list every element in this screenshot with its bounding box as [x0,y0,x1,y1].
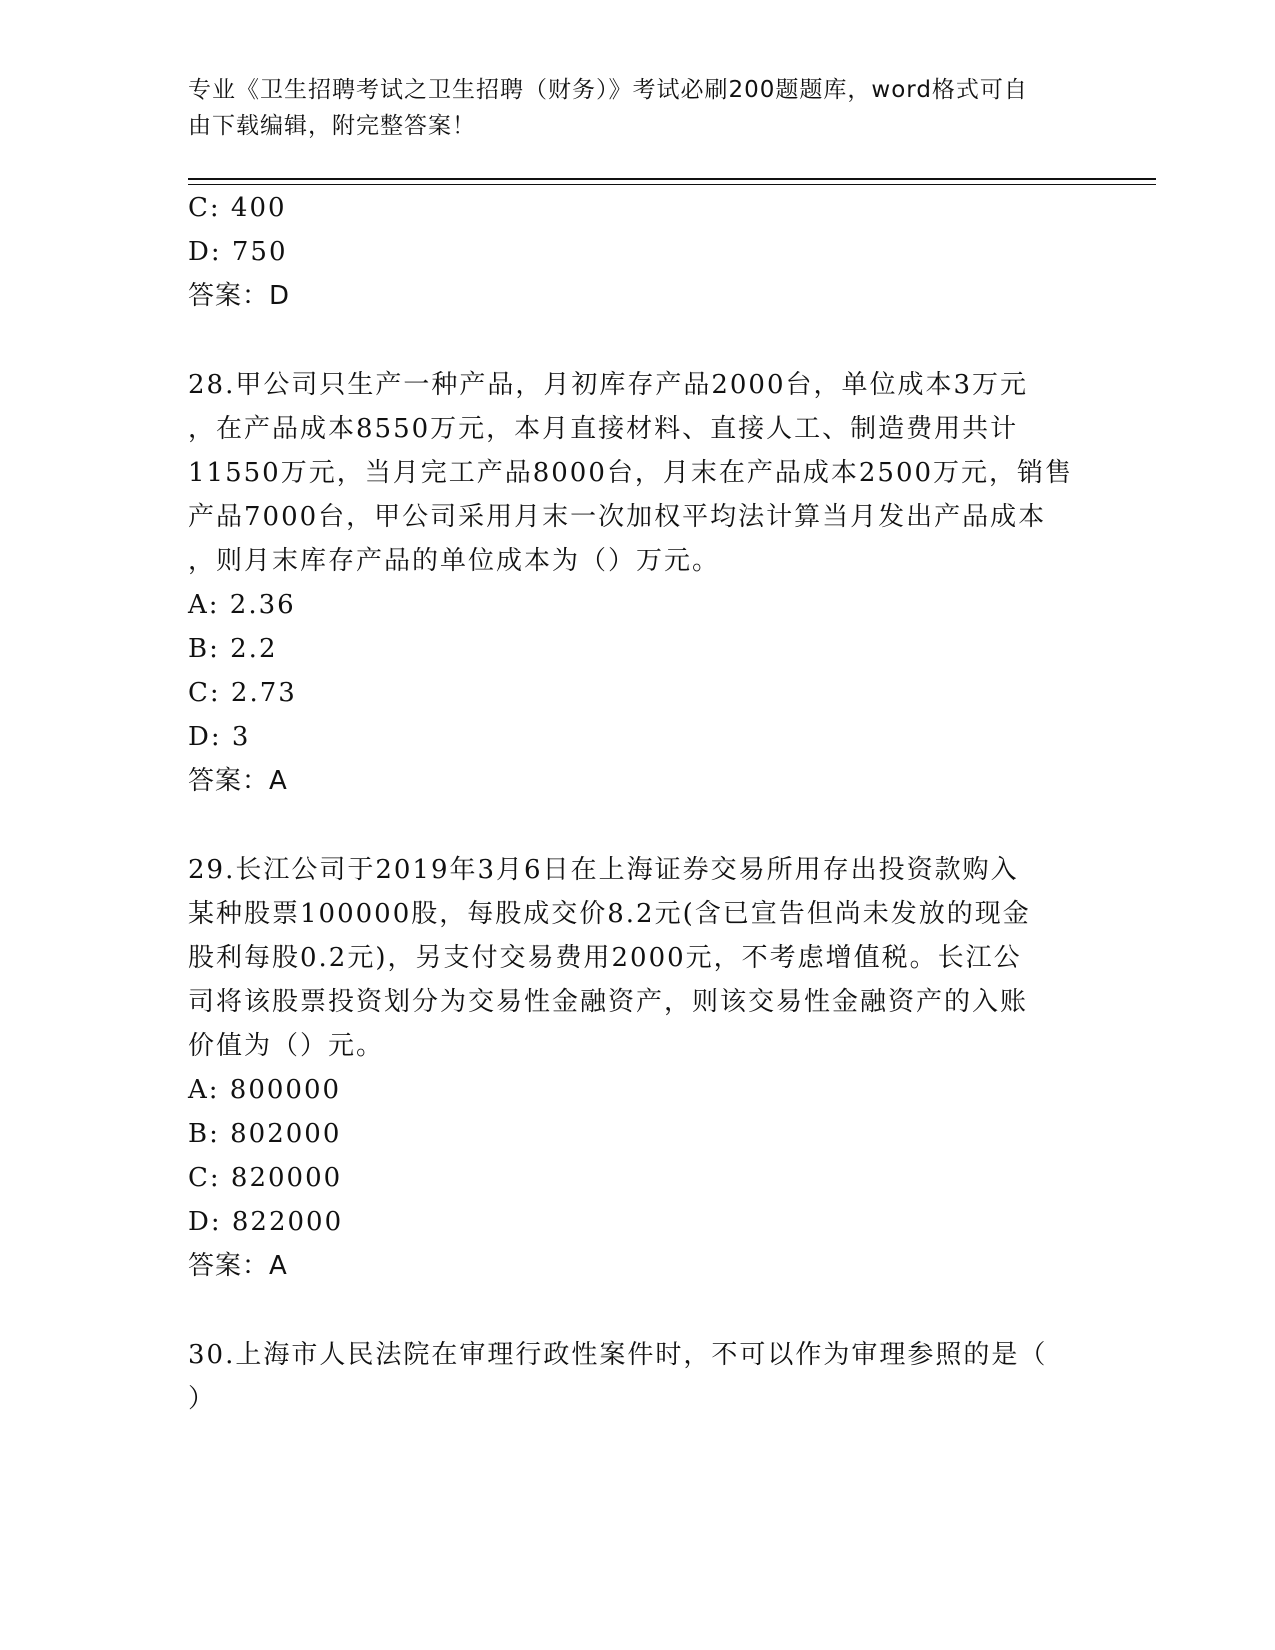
q28-stem-line-3: 11550万元，当月完工产品8000台，月末在产品成本2500万元，销售 [188,458,1074,488]
header-title-line-2: 由下载编辑，附完整答案！ [188,113,476,139]
q28-stem-line-4: 产品7000台，甲公司采用月末一次加权平均法计算当月发出产品成本 [188,502,1047,532]
q30-stem-line-2: ） [188,1384,217,1414]
header-title-line-1: 专业《卫生招聘考试之卫生招聘（财务）》考试必刷200题题库，word格式可自 [188,77,1028,103]
q27-option-d: D: 750 [188,237,288,267]
q28-option-d: D: 3 [188,722,251,752]
q29-stem-line-4: 司将该股票投资划分为交易性金融资产，则该交易性金融资产的入账 [188,987,1029,1017]
q27-option-c: C: 400 [188,193,287,223]
q29-answer: 答案：A [188,1251,288,1281]
q27-answer: 答案：D [188,281,291,311]
q29-stem-line-3: 股利每股0.2元)，另支付交易费用2000元，不考虑增值税。长江公 [188,943,1022,973]
header-divider-thin [188,184,1156,185]
q29-stem-line-5: 价值为（）元。 [188,1031,385,1061]
q28-stem-line-2: ，在产品成本8550万元，本月直接材料、直接人工、制造费用共计 [188,414,1019,444]
q29-option-c: C: 820000 [188,1163,343,1193]
document-header [188,72,1068,144]
header-divider-thick [188,178,1156,180]
q28-answer: 答案：A [188,766,288,796]
q28-stem-line-5: ，则月末库存产品的单位成本为（）万元。 [188,546,721,576]
q28-option-a: A: 2.36 [188,590,296,620]
q29-option-b: B: 802000 [188,1119,342,1149]
q29-option-a: A: 800000 [188,1075,342,1105]
q30-stem-line-1: 30.上海市人民法院在审理行政性案件时，不可以作为审理参照的是（ [188,1340,1048,1370]
q28-stem-line-1: 28.甲公司只生产一种产品，月初库存产品2000台，单位成本3万元 [188,370,1029,400]
q29-option-d: D: 822000 [188,1207,344,1237]
q28-option-c: C: 2.73 [188,678,297,708]
q29-stem-line-1: 29.长江公司于2019年3月6日在上海证券交易所用存出投资款购入 [188,855,1019,885]
q28-option-b: B: 2.2 [188,634,278,664]
q29-stem-line-2: 某种股票100000股，每股成交价8.2元(含已宣告但尚未发放的现金 [188,899,1031,929]
